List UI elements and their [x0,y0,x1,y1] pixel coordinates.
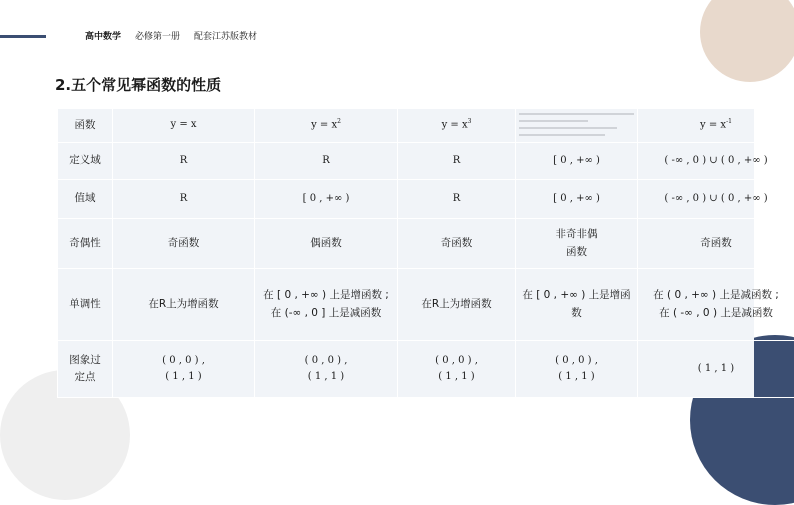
table-cell: 在 ( 0 , +∞ ) 上是减函数 ; 在 ( -∞ , 0 ) 上是减函数 [638,269,794,341]
cell-func-x2: $y = x^2$ [255,109,398,143]
table-cell: 偶函数 [255,219,398,269]
table-cell: ( -∞ , 0 ) ∪ ( 0 , +∞ ) [638,180,794,219]
cell-func-sqrt-garbled [516,109,638,143]
table-cell: [ 0 , +∞ ) [255,180,398,219]
table-cell: [ 0 , +∞ ) [516,143,638,180]
table-cell: 在R上为增函数 [113,269,255,341]
cell-func-x3: $y = x^3$ [398,109,516,143]
table-cell: ( 0 , 0 ) , ( 1 , 1 ) [516,341,638,398]
table-cell: 在 [ 0 , +∞ ) 上是增函数 ; 在 (-∞ , 0 ] 上是减函数 [255,269,398,341]
table-row-domain [58,143,794,180]
table-row-monotonicity [58,269,794,341]
table-cell: ( 0 , 0 ) , ( 1 , 1 ) [113,341,255,398]
table-cell: ( 0 , 0 ) , ( 1 , 1 ) [255,341,398,398]
row-label: 奇偶性 [58,219,113,269]
cell-func-x-inv: $y = x^{-1}$ [638,109,794,143]
header-volume: 必修第一册 [135,29,180,42]
table-cell: ( 0 , 0 ) , ( 1 , 1 ) [398,341,516,398]
table-cell: R [398,143,516,180]
row-label: 单调性 [58,269,113,341]
table-cell: 在 [ 0 , +∞ ) 上是增函数 [516,269,638,341]
table-cell: [ 0 , +∞ ) [516,180,638,219]
table-cell: 奇函数 [398,219,516,269]
table-cell: R [113,180,255,219]
table-cell: 奇函数 [638,219,794,269]
row-label: 图象过 定点 [58,341,113,398]
row-label: 定义域 [58,143,113,180]
table-row-function [58,109,794,143]
table-row-range [58,180,794,219]
row-label: 值域 [58,180,113,219]
table-cell: ( 1 , 1 ) [638,341,794,398]
table-cell: R [255,143,398,180]
table-row-fixed-points [58,341,794,398]
section-title: 2.五个常见幂函数的性质 [55,74,221,95]
table-cell: ( -∞ , 0 ) ∪ ( 0 , +∞ ) [638,143,794,180]
header-textbook: 配套江苏版教材 [194,29,257,42]
table-cell: 非奇非偶 函数 [516,219,638,269]
table-cell: 在R上为增函数 [398,269,516,341]
header [85,29,257,42]
header-accent-line [0,35,46,38]
decorative-circle-tan [700,0,794,82]
table-cell: 奇函数 [113,219,255,269]
properties-table [57,108,754,397]
table-cell: R [113,143,255,180]
row-label: 函数 [58,109,113,143]
table-cell: R [398,180,516,219]
cell-func-x: y = x [113,109,255,143]
header-subject: 高中数学 [85,29,121,42]
table-row-parity [58,219,794,269]
